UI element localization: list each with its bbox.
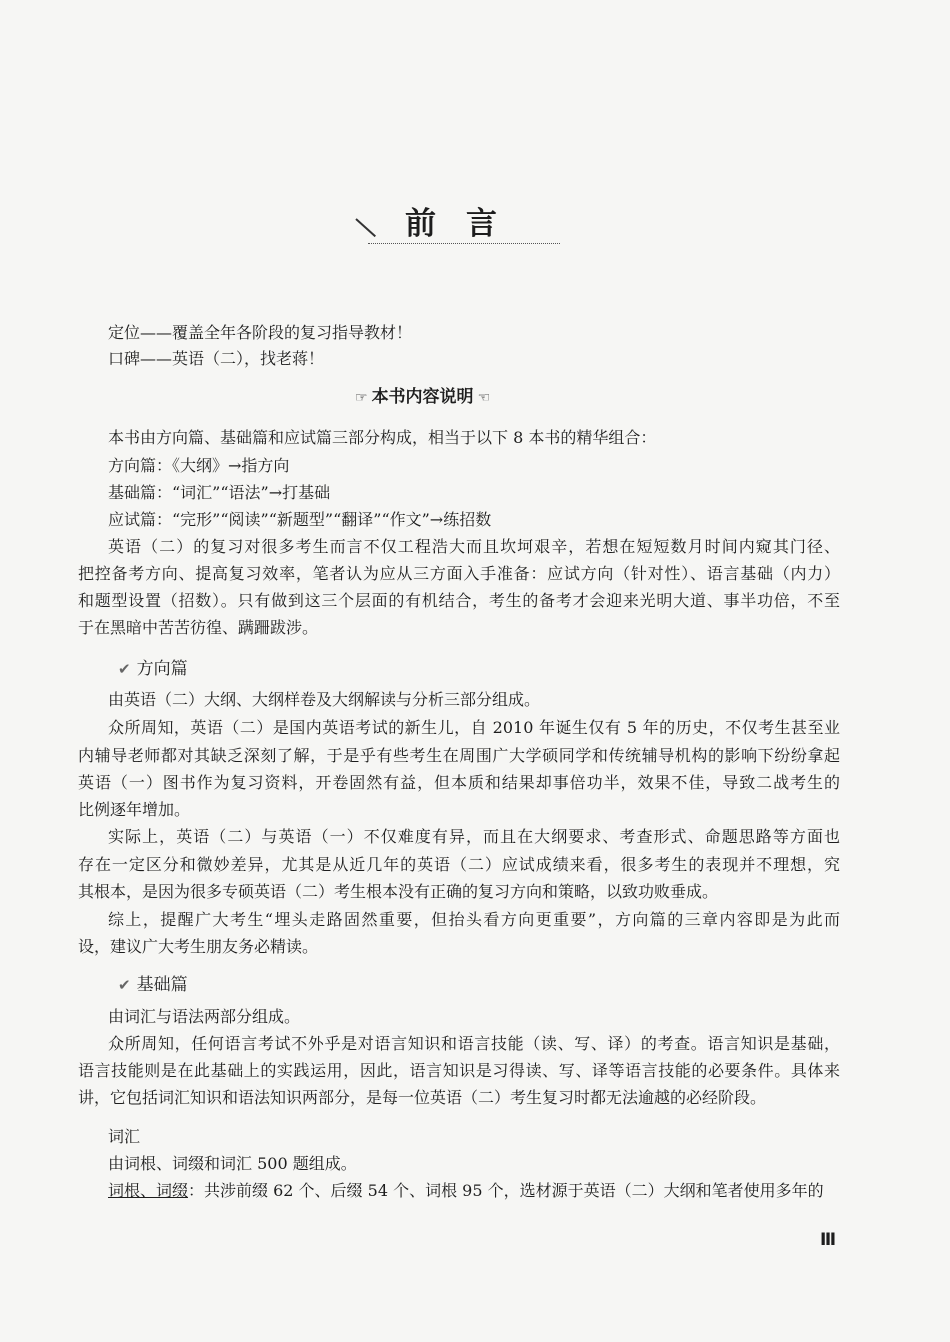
direction-section-heading: [118, 658, 188, 680]
page-title: 前言: [405, 206, 527, 242]
check-mark-icon: ✔: [118, 660, 131, 678]
content-intro: 本书由方向篇、基础篇和应试篇三部分构成，相当于以下 8 本书的精华组合：: [108, 428, 657, 447]
content-section-heading: [351, 386, 494, 409]
direction-para1-line: 比例逐年增加。: [78, 800, 191, 819]
direction-para1-line: 英语（一）图书作为复习资料，开卷固然有益，但本质和结果却事倍功半，效果不佳，导致二战考生的: [78, 773, 840, 792]
exam-line: 应试篇：“完形”“阅读”“新题型”“翻译”“作文”→练招数: [108, 510, 492, 529]
foundation-intro: 由词汇与语法两部分组成。: [108, 1007, 301, 1026]
foundation-heading-text: 基础篇: [136, 975, 188, 995]
direction-intro: 由英语（二）大纲、大纲样卷及大纲解读与分析三部分组成。: [108, 690, 541, 709]
vocab-heading: 词汇: [108, 1127, 141, 1146]
direction-para3-line: 综上，提醒广大考生“埋头走路固然重要，但抬头看方向更重要”，方向篇的三章内容即是为此而: [108, 910, 840, 929]
foundation-line: 基础篇：“词汇”“语法”→打基础: [108, 483, 331, 502]
foundation-para-line: 讲，它包括词汇知识和语法知识两部分，是每一位英语（二）考生复习时都无法逾越的必经阶段。: [78, 1088, 767, 1107]
direction-para1-line: 众所周知，英语（二）是国内英语考试的新生儿，自 2010 年诞生仅有 5 年的历史，不仅考生甚至业: [108, 718, 840, 737]
pointing-hand-left-icon: ☜: [477, 390, 491, 406]
roots-line: [108, 1181, 824, 1201]
positioning-line: 定位——覆盖全年各阶段的复习指导教材！: [108, 323, 413, 342]
direction-line: 方向篇：《大纲》→指方向: [108, 456, 290, 475]
foundation-para-line: 语言技能则是在此基础上的实践运用，因此，语言知识是习得读、写、译等语言技能的必要条件。具体来: [78, 1061, 840, 1080]
direction-para2-line: 存在一定区分和微妙差异，尤其是从近几年的英语（二）应试成绩来看，很多考生的表现并不理想，究: [78, 855, 840, 874]
roots-text: ：共涉前缀 62 个、后缀 54 个、词根 95 个，选材源于英语（二）大纲和笔者使用多年的: [188, 1181, 824, 1200]
roots-label: 词根、词缀: [108, 1181, 189, 1200]
direction-para3-line: 设，建议广大考生朋友务必精读。: [78, 937, 319, 956]
page-number: Ⅲ: [820, 1230, 837, 1250]
pointing-hand-right-icon: ☞: [355, 390, 368, 406]
direction-heading-text: 方向篇: [136, 659, 188, 679]
vocab-intro: 由词根、词缀和词汇 500 题组成。: [108, 1154, 357, 1173]
content-para-line: 把控备考方向、提高复习效率，笔者认为应从三方面入手准备：应试方向（针对性）、语言基础（内力）: [78, 564, 840, 583]
check-mark-icon: ✔: [118, 976, 131, 994]
direction-para2-line: 实际上，英语（二）与英语（一）不仅难度有异，而且在大纲要求、考查形式、命题思路等方面也: [108, 827, 840, 846]
title-underline: [368, 243, 560, 244]
content-section-heading-text: 本书内容说明: [371, 387, 474, 407]
reputation-line: 口碑——英语（二），找老蒋！: [108, 349, 325, 368]
content-para-line: 于在黑暗中苦苦彷徨、蹒跚跋涉。: [78, 618, 319, 637]
content-para-line: 英语（二）的复习对很多考生而言不仅工程浩大而且坎坷艰辛，若想在短短数月时间内窥其门径、: [108, 537, 840, 556]
content-para-line: 和题型设置（招数）。只有做到这三个层面的有机结合，考生的备考才会迎来光明大道、事半功倍，不至: [78, 591, 840, 610]
foundation-section-heading: [118, 974, 188, 996]
title-decoration-stroke: [355, 218, 376, 237]
foundation-para-line: 众所周知，任何语言考试不外乎是对语言知识和语言技能（读、写、译）的考查。语言知识是基础，: [108, 1034, 840, 1053]
direction-para2-line: 其根本，是因为很多专硕英语（二）考生根本没有正确的复习方向和策略，以致功败垂成。: [78, 882, 719, 901]
direction-para1-line: 内辅导老师都对其缺乏深刻了解，于是乎有些考生在周围广大学硕同学和传统辅导机构的影响下纷纷拿起: [78, 746, 840, 765]
title-block: [350, 196, 560, 256]
